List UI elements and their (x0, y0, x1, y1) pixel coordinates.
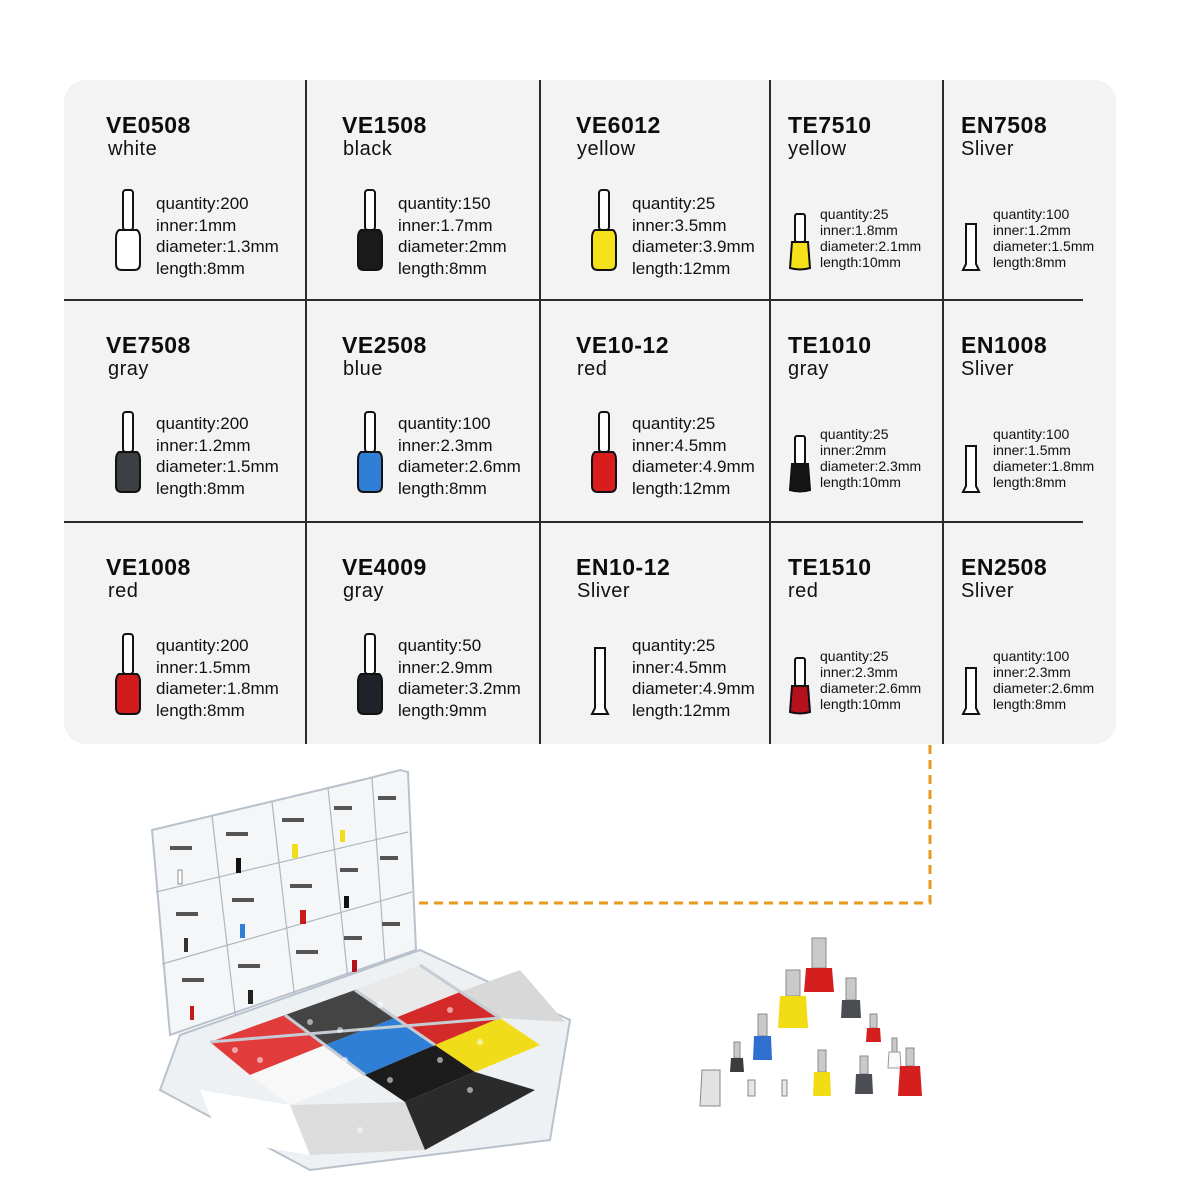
color-name: red (788, 580, 819, 602)
spec-list (820, 206, 921, 270)
spec-list (398, 413, 521, 499)
color-name: yellow (788, 138, 847, 160)
spec-line: inner:3.5mm (632, 215, 727, 235)
spec-line: quantity:25 (820, 648, 889, 664)
twin-ferrule-icon (788, 656, 812, 716)
spec-line: diameter:1.5mm (156, 457, 279, 476)
part-code: VE7508 (106, 332, 191, 358)
spec-line: length:8mm (993, 254, 1067, 270)
spec-cell-ve7508 (64, 300, 306, 522)
spec-list (993, 206, 1094, 270)
bare-ferrule-icon (961, 222, 981, 272)
spec-line: inner:2mm (820, 442, 887, 458)
spec-line: diameter:4.9mm (632, 457, 755, 476)
ferrule-white-small (888, 1038, 901, 1068)
spec-list (632, 193, 755, 279)
bare-ferrule-icon (590, 646, 610, 716)
part-code: TE1010 (788, 332, 872, 358)
spec-cell-ve2508 (306, 300, 540, 522)
pin-ferrule-icon (114, 410, 142, 494)
twin-ferrule-icon (788, 212, 812, 272)
color-name: gray (108, 358, 149, 380)
spec-line: quantity:100 (993, 426, 1070, 442)
spec-line: inner:1.8mm (820, 222, 898, 238)
spec-list (632, 413, 755, 499)
spec-line: diameter:2.6mm (398, 457, 521, 476)
part-code: VE1008 (106, 554, 191, 580)
spec-line: quantity:50 (398, 636, 482, 655)
spec-line: inner:1.5mm (993, 442, 1071, 458)
color-name: red (577, 358, 608, 380)
spec-line: diameter:3.9mm (632, 237, 755, 256)
part-code: EN10-12 (576, 554, 671, 580)
spec-list (156, 193, 279, 279)
spec-line: inner:2.3mm (993, 664, 1071, 680)
spec-line: length:10mm (820, 696, 901, 712)
spec-line: inner:1.2mm (993, 222, 1071, 238)
spec-line: inner:2.9mm (398, 657, 493, 677)
part-code: VE4009 (342, 554, 427, 580)
spec-cell-ve4009 (306, 522, 540, 744)
ferrule-yellow-large (778, 970, 808, 1028)
spec-line: diameter:1.8mm (993, 458, 1095, 474)
spec-line: length:10mm (820, 474, 901, 490)
spec-line: quantity:200 (156, 636, 249, 655)
part-code: VE2508 (342, 332, 427, 358)
part-code: EN7508 (961, 112, 1048, 138)
color-name: Sliver (577, 580, 631, 602)
ferrule-black-small (730, 1042, 744, 1072)
spec-cell-te7510 (770, 80, 943, 300)
spec-list (993, 426, 1094, 490)
spec-line: inner:2.3mm (398, 435, 493, 455)
spec-cell-te1010 (770, 300, 943, 522)
spec-list (156, 635, 279, 721)
spec-line: quantity:25 (632, 194, 716, 213)
spec-line: quantity:200 (156, 194, 249, 213)
part-code: VE10-12 (576, 332, 670, 358)
spec-line: length:8mm (993, 474, 1067, 490)
color-name: white (108, 138, 158, 160)
spec-cell-en10-12 (540, 522, 770, 744)
spec-cell-en2508 (943, 522, 1095, 744)
spec-line: quantity:100 (993, 206, 1070, 222)
spec-line: length:8mm (156, 700, 245, 720)
spec-line: quantity:200 (156, 414, 249, 433)
spec-cell-en7508 (943, 80, 1095, 300)
spec-list (993, 648, 1094, 712)
assorted-ferrules-photo (690, 930, 950, 1130)
pin-ferrule-icon (590, 410, 618, 494)
spec-line: length:8mm (156, 258, 245, 278)
spec-line: length:8mm (993, 696, 1067, 712)
pin-ferrule-icon (590, 188, 618, 272)
spec-line: length:12mm (632, 258, 731, 278)
spec-line: inner:4.5mm (632, 435, 727, 455)
spec-line: quantity:25 (820, 206, 889, 222)
part-code: VE0508 (106, 112, 191, 138)
spec-line: inner:1mm (156, 215, 237, 235)
color-name: black (343, 138, 393, 160)
spec-line: diameter:1.5mm (993, 238, 1095, 254)
color-name: yellow (577, 138, 636, 160)
ferrule-gray-mid (841, 978, 861, 1018)
spec-cell-ve0508 (64, 80, 306, 300)
ferrule-kit-box-photo (140, 760, 580, 1180)
bare-ferrule-icon (961, 444, 981, 494)
spec-line: diameter:2.3mm (820, 458, 922, 474)
bare-ferrule-icon (961, 666, 981, 716)
part-code: TE7510 (788, 112, 872, 138)
spec-line: length:12mm (632, 478, 731, 498)
spec-list (820, 426, 921, 490)
pin-ferrule-icon (114, 188, 142, 272)
pin-ferrule-icon (356, 632, 384, 716)
ferrule-gray-small (855, 1056, 873, 1094)
spec-cell-te1510 (770, 522, 943, 744)
spec-cell-ve1008 (64, 522, 306, 744)
spec-cell-en1008 (943, 300, 1095, 522)
part-code: VE1508 (342, 112, 427, 138)
ferrule-red-small (866, 1014, 881, 1042)
spec-line: diameter:3.2mm (398, 679, 521, 698)
color-name: Sliver (961, 580, 1015, 602)
ferrule-bare-small-2 (782, 1080, 787, 1096)
spec-line: quantity:100 (398, 414, 491, 433)
spec-list (398, 635, 521, 721)
spec-line: length:8mm (156, 478, 245, 498)
part-code: VE6012 (576, 112, 661, 138)
spec-line: quantity:100 (993, 648, 1070, 664)
spec-line: length:8mm (398, 478, 487, 498)
spec-line: quantity:150 (398, 194, 491, 213)
ferrule-bare-large (700, 1070, 720, 1106)
ferrule-red-large (804, 938, 834, 992)
color-name: red (108, 580, 139, 602)
pin-ferrule-icon (114, 632, 142, 716)
ferrule-blue (753, 1014, 772, 1060)
spec-line: length:12mm (632, 700, 731, 720)
spec-line: diameter:1.8mm (156, 679, 279, 698)
spec-line: inner:4.5mm (632, 657, 727, 677)
part-code: TE1510 (788, 554, 872, 580)
twin-ferrule-icon (788, 434, 812, 494)
color-name: blue (343, 358, 383, 380)
spec-list (632, 635, 755, 721)
spec-line: quantity:25 (632, 636, 716, 655)
color-name: gray (343, 580, 384, 602)
spec-line: length:10mm (820, 254, 901, 270)
spec-line: inner:2.3mm (820, 664, 898, 680)
spec-line: diameter:1.3mm (156, 237, 279, 256)
ferrule-bare-small-1 (748, 1080, 755, 1096)
color-name: Sliver (961, 138, 1015, 160)
ferrule-twin-red (898, 1048, 922, 1096)
spec-line: diameter:2.6mm (820, 680, 922, 696)
spec-line: inner:1.2mm (156, 435, 251, 455)
spec-line: quantity:25 (632, 414, 716, 433)
spec-line: inner:1.5mm (156, 657, 251, 677)
part-code: EN2508 (961, 554, 1048, 580)
color-name: gray (788, 358, 829, 380)
color-name: Sliver (961, 358, 1015, 380)
spec-cell-ve6012 (540, 80, 770, 300)
pin-ferrule-icon (356, 188, 384, 272)
spec-line: quantity:25 (820, 426, 889, 442)
spec-line: diameter:2.1mm (820, 238, 922, 254)
spec-cell-ve10-12 (540, 300, 770, 522)
spec-line: diameter:2mm (398, 237, 507, 256)
spec-list (398, 193, 507, 279)
spec-line: diameter:2.6mm (993, 680, 1095, 696)
spec-line: diameter:4.9mm (632, 679, 755, 698)
spec-line: inner:1.7mm (398, 215, 493, 235)
ferrule-yellow-small (813, 1050, 831, 1096)
spec-list (820, 648, 921, 712)
spec-line: length:9mm (398, 700, 487, 720)
spec-line: length:8mm (398, 258, 487, 278)
spec-cell-ve1508 (306, 80, 540, 300)
spec-list (156, 413, 279, 499)
pin-ferrule-icon (356, 410, 384, 494)
part-code: EN1008 (961, 332, 1048, 358)
